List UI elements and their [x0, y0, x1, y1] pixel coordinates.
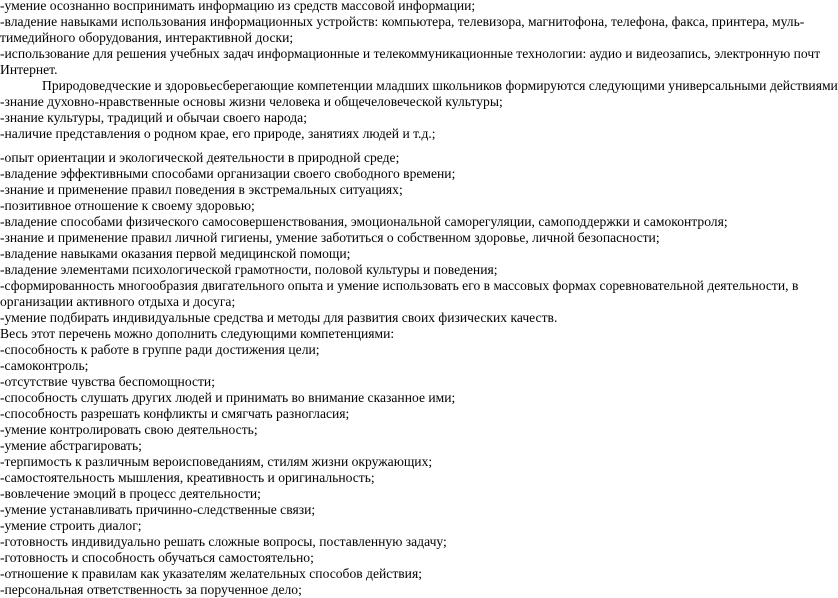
text-line-20: -умение подбирать индивидуальные средства и методы для развития своих физических качеств.	[0, 310, 558, 325]
text-line-27: -умение контролировать свою деятельность;	[0, 422, 258, 437]
text-line-35: -готовность и способность обучаться самостоятельно;	[0, 550, 314, 565]
text-line-21: Весь этот перечень можно дополнить следующими компетенциями:	[0, 326, 395, 341]
text-line-15: -знание и применение правил личной гигиены, умение заботиться о собственном здоровье, личной безопасности;	[0, 230, 660, 245]
text-line-29: -терпимость к различным вероисповеданиям, стилям жизни окружающих;	[0, 454, 433, 469]
text-line-33: -умение строить диалог;	[0, 518, 142, 533]
text-line-22: -способность к работе в группе ради достижения цели;	[0, 342, 320, 357]
text-line-24: -отсутствие чувства беспомощности;	[0, 374, 215, 389]
text-line-13: -позитивное отношение к своему здоровью;	[0, 198, 255, 213]
text-line-18: -сформированность многообразия двигательного опыта и умение использовать его в массовых формах соревновательной деятельности, в	[0, 278, 799, 293]
text-line-5: Интернет.	[0, 62, 58, 77]
text-line-8: -знание культуры, традиций и обычаи своего народа;	[0, 110, 307, 125]
text-line-32: -умение устанавливать причинно-следственные связи;	[0, 502, 316, 517]
text-line-34: -готовность индивидуально решать сложные вопросы, поставленную задачу;	[0, 534, 447, 549]
paragraph-heading: Природоведческие и здоровьесберегающие компетенции младших школьников формируются следующими универсальными действиями	[42, 78, 838, 93]
text-line-26: -способность разрешать конфликты и смягчать разногласия;	[0, 406, 350, 421]
text-line-3: тимедийного оборудования, интерактивной доски;	[0, 30, 294, 45]
text-line-12: -знание и применение правил поведения в экстремальных ситуациях;	[0, 182, 403, 197]
text-line-19: организации активного отдыха и досуга;	[0, 294, 236, 309]
text-line-25: -способность слушать других людей и принимать во внимание сказанное ими;	[0, 390, 456, 405]
text-line-4: -использование для решения учебных задач информационные и телекоммуникационные технологии: аудио и видеозапись, электронную почт	[0, 46, 821, 61]
text-line-17: -владение элементами психологической грамотности, половой культуры и поведения;	[0, 262, 498, 277]
text-line-2: -владение навыками использования информационных устройств: компьютера, телевизора, магнитофона, телефона, факса, принтера, муль-	[0, 14, 805, 29]
text-line-28: -умение абстрагировать;	[0, 438, 142, 453]
text-line-11: -владение эффективными способами организации своего свободного времени;	[0, 166, 456, 181]
text-line-9: -наличие представления о родном крае, его природе, занятиях людей и т.д.;	[0, 126, 436, 141]
text-line-1: -умение осознанно воспринимать информацию из средств массовой информации;	[0, 0, 476, 13]
text-line-36: -отношение к правилам как указателям желательных способов действия;	[0, 566, 422, 581]
text-line-14: -владение способами физического самосовершенствования, эмоциональной саморегуляции, самоподдержки и самоконтроля;	[0, 214, 728, 229]
text-line-37: -персональная ответственность за порученное дело;	[0, 582, 302, 597]
text-line-31: -вовлечение эмоций в процесс деятельности;	[0, 486, 261, 501]
text-line-30: -самостоятельность мышления, креативность и оригинальность;	[0, 470, 375, 485]
text-line-23: -самоконтроль;	[0, 358, 89, 373]
text-line-10: -опыт ориентации и экологической деятельности в природной среде;	[0, 150, 400, 165]
text-line-7: -знание духовно-нравственные основы жизни человека и общечеловеческой культуры;	[0, 94, 503, 109]
text-line-16: -владение навыками оказания первой медицинской помощи;	[0, 246, 351, 261]
